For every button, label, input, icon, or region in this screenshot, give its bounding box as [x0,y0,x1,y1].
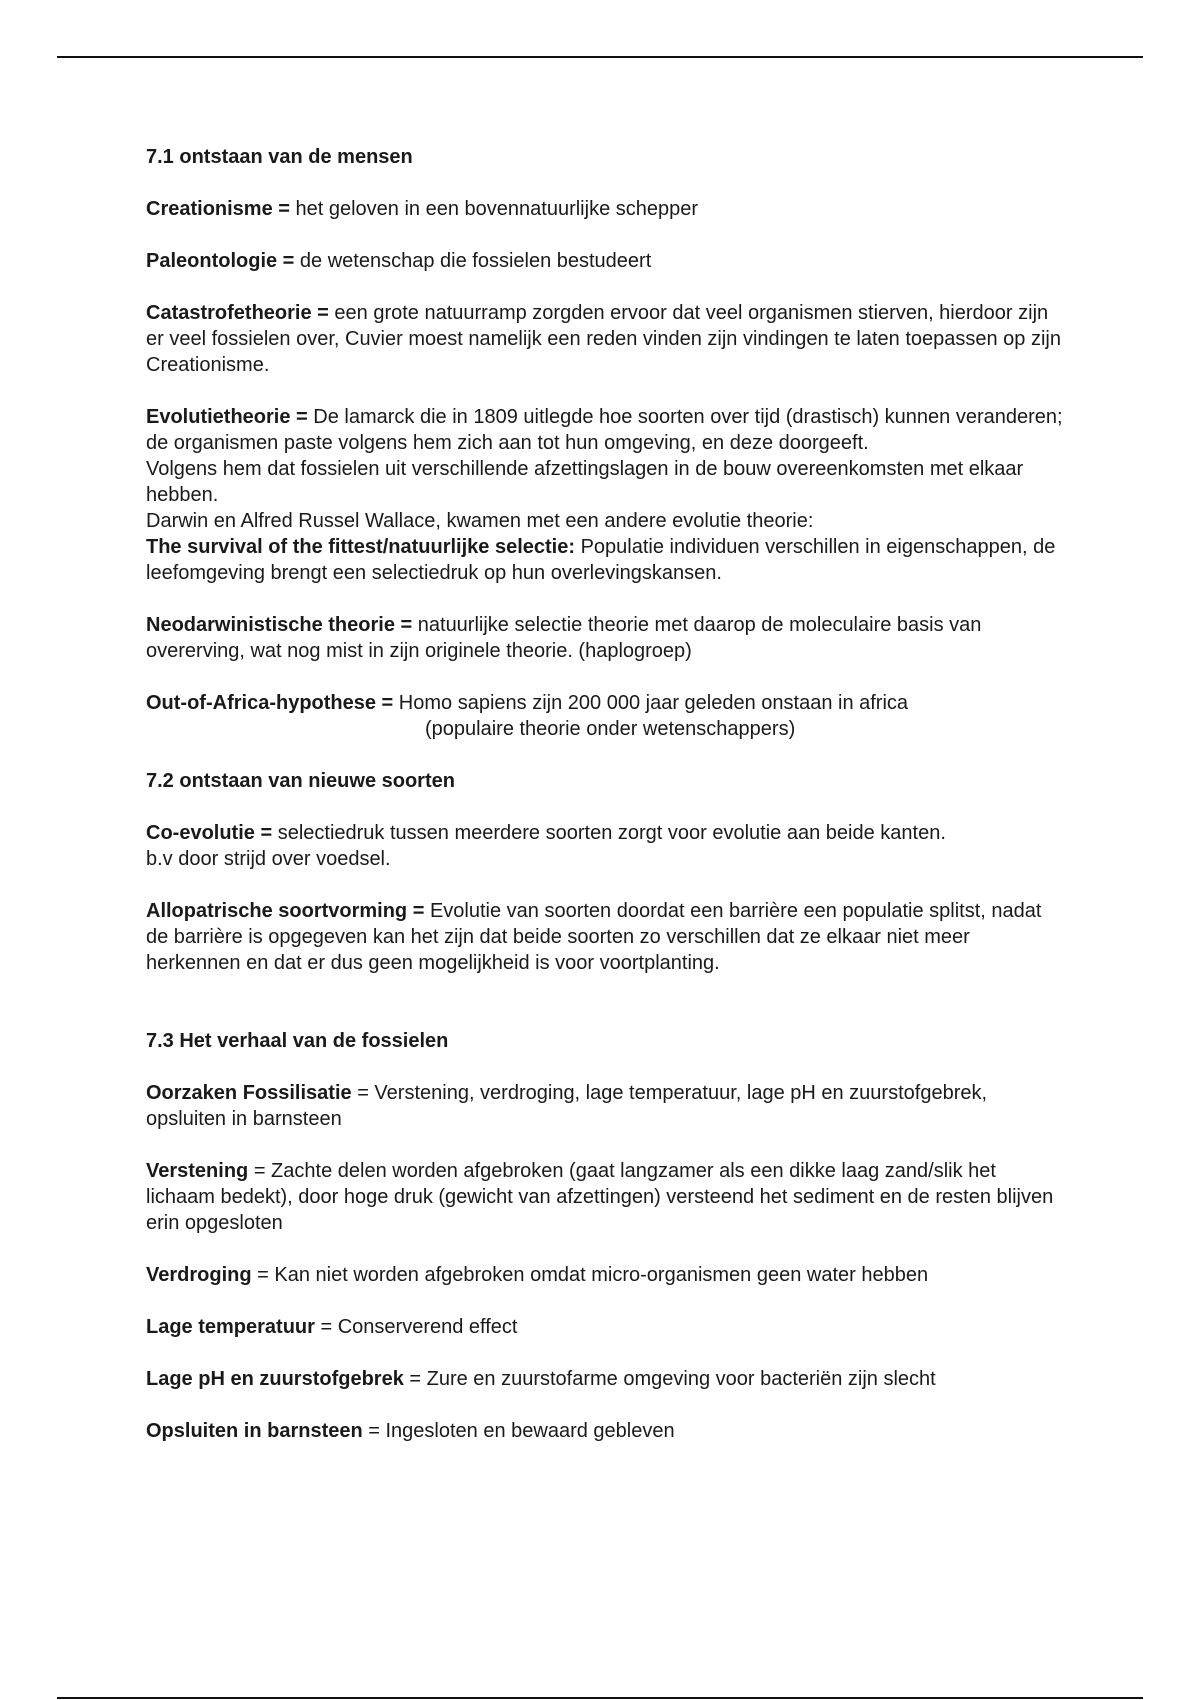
definition: de wetenschap die fossielen bestudeert [299,250,652,272]
definition-opsluiten-in-barnsteen [146,1418,1066,1444]
definition-evolutietheorie [146,404,1066,456]
definition: Populatie individuen verschillen in eigenschappen, de leefomgeving brengt een selectiedruk op hun overlevingskansen. [146,536,1056,584]
co-evolutie-example: b.v door strijd over voedsel. [146,848,391,870]
term: Allopatrische soortvorming = [146,900,425,922]
definition: natuurlijke selectie theorie met daarop de moleculaire basis van overerving, wat nog mist in zijn originele theorie. (haplogroep) [146,614,982,662]
term: Neodarwinistische theorie = [146,614,413,636]
term: Verdroging [146,1264,252,1286]
definition-lage-temperatuur [146,1314,1066,1340]
definition: = Ingesloten en bewaard gebleven [362,1420,675,1442]
term: Co-evolutie = [146,822,273,844]
definition-verdroging [146,1262,1066,1288]
top-rule [57,56,1143,58]
definition: Homo sapiens zijn 200 000 jaar geleden onstaan in africa [393,692,909,714]
term: Paleontologie = [146,250,300,272]
term: Opsluiten in barnsteen [146,1420,363,1442]
definition: = Zure en zuurstofarme omgeving voor bacteriën zijn slecht [403,1368,936,1390]
term: The survival of the fittest/natuurlijke selectie: [146,536,581,558]
term: Catastrofetheorie = [146,302,329,324]
definition-allopatrische-soortvorming [146,898,1066,976]
term: Oorzaken Fossilisatie [146,1082,352,1104]
section-heading-7-2: 7.2 ontstaan van nieuwe soorten [146,770,455,792]
definition: = Verstening, verdroging, lage temperatuur, lage pH en zuurstofgebrek, opsluiten in barnsteen [146,1082,988,1130]
definition-paleontologie [146,248,1066,274]
definition: = Zachte delen worden afgebroken (gaat langzamer als een dikke laag zand/slik het lichaam bedekt), door hoge druk (gewicht van afzettingen) versteend het sediment en de resten blijven erin opgesloten [146,1160,1054,1234]
definition: De lamarck die in 1809 uitlegde hoe soorten over tijd (drastisch) kunnen veranderen; de organismen paste volgens hem zich aan tot hun omgeving, en deze doorgeeft. [146,406,1063,454]
definition: selectiedruk tussen meerdere soorten zorgt voor evolutie aan beide kanten. [272,822,946,844]
bottom-rule [57,1697,1143,1699]
definition-neodarwinistische-theorie [146,612,1066,664]
definition-oorzaken-fossilisatie [146,1080,1066,1132]
evolutie-line-3: Darwin en Alfred Russel Wallace, kwamen met een andere evolutie theorie: [146,510,814,532]
definition-creationisme [146,196,1066,222]
document-body [146,144,1066,1444]
section-heading-7-3: 7.3 Het verhaal van de fossielen [146,1030,449,1052]
term: Lage temperatuur [146,1316,315,1338]
definition-out-of-africa [146,690,1066,716]
definition-co-evolutie [146,820,1066,846]
term: Creationisme = [146,198,290,220]
definition-catastrofetheorie [146,300,1066,378]
term: Verstening [146,1160,249,1182]
definition: Evolutie van soorten doordat een barrière een populatie splitst, nadat de barrière is opgegeven kan het zijn dat beide soorten zo verschillen dat ze elkaar niet meer herkennen en dat er dus geen mogelijkheid is voor voortplanting. [146,900,1042,974]
definition: het geloven in een bovennatuurlijke schepper [289,198,699,220]
definition: een grote natuurramp zorgden ervoor dat veel organismen stierven, hierdoor zijn er veel fossielen over, Cuvier moest namelijk een reden vinden zijn vindingen te laten toepassen op zijn Creationisme. [146,302,1061,376]
definition: = Conserverend effect [314,1316,518,1338]
definition-verstening [146,1158,1066,1236]
term: Lage pH en zuurstofgebrek [146,1368,404,1390]
evolutie-line-2: Volgens hem dat fossielen uit verschillende afzettingslagen in de bouw overeenkomsten met elkaar hebben. [146,458,1024,506]
definition-survival-of-the-fittest [146,534,1066,586]
term: Evolutietheorie = [146,406,308,428]
definition-lage-ph [146,1366,1066,1392]
out-of-africa-note: (populaire theorie onder wetenschappers) [425,718,796,740]
term: Out-of-Africa-hypothese = [146,692,394,714]
section-heading-7-1: 7.1 ontstaan van de mensen [146,146,413,168]
definition: = Kan niet worden afgebroken omdat micro-organismen geen water hebben [251,1264,929,1286]
